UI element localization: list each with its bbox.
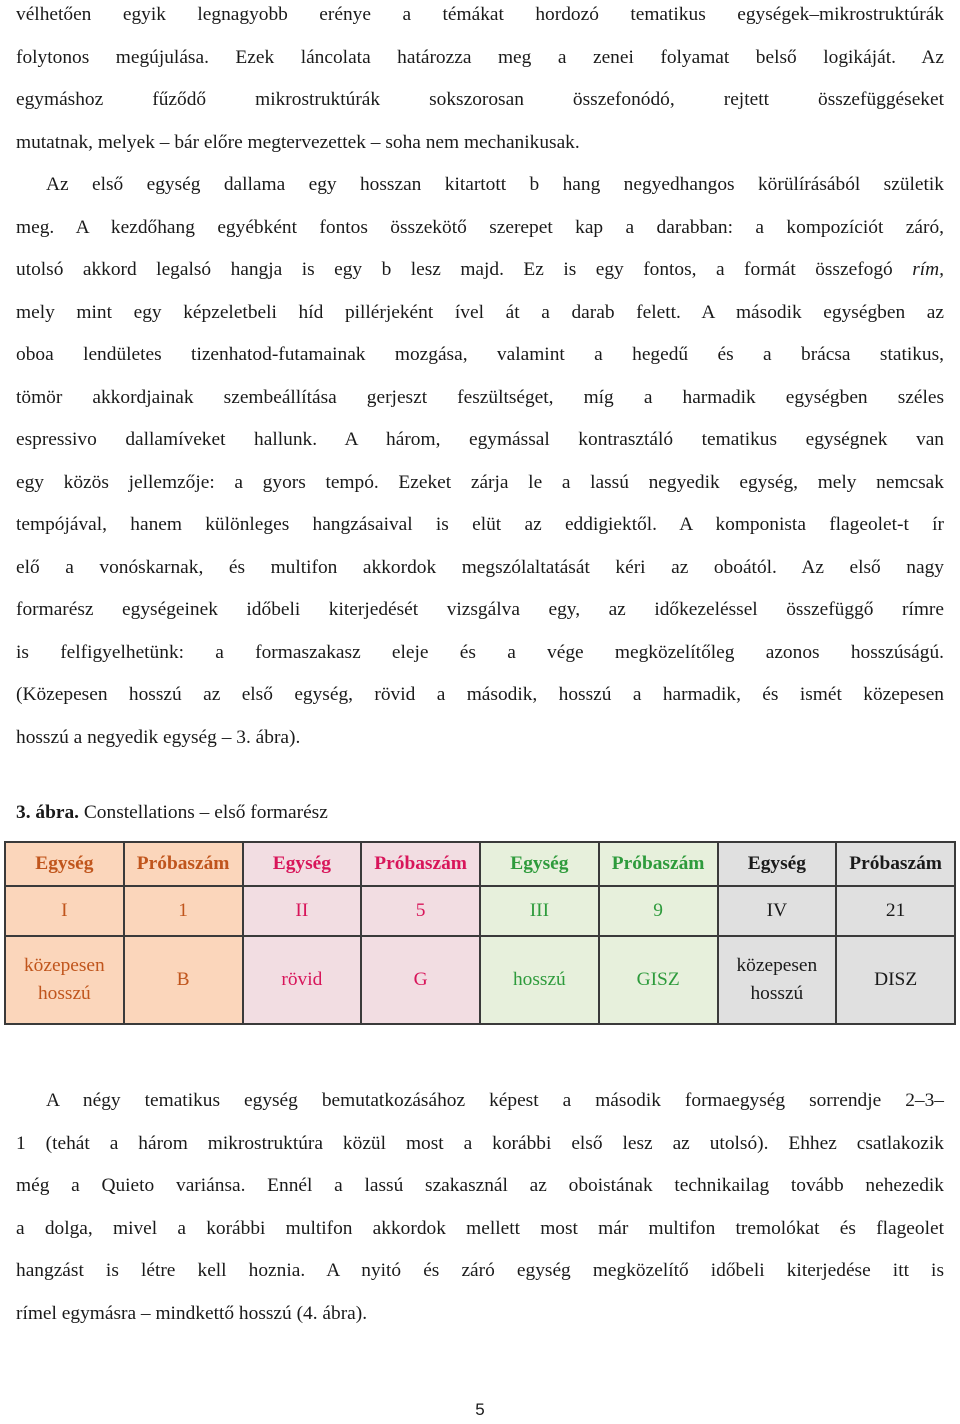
text-line: meg. A kezdőhang egyébként fontos összekötő szerepet kap a darabban: a kompozíciót záró, (16, 216, 944, 238)
table-cell: B (124, 936, 243, 1024)
text-line: A négy tematikus egység bemutatkozásához képest a második formaegység sorrendje 2–3– (46, 1090, 944, 1111)
table-header-cell: Próbaszám (836, 842, 955, 886)
text-line: tempójával, hanem különleges hangzásaival is elüt az eddigiektől. A komponista flageolet-t ír (16, 514, 944, 535)
rim-word: rím, (912, 259, 944, 280)
text-line: elő a vonóskarnak, és multifon akkordok megszólaltatását kéri az oboától. Az első nagy (16, 556, 944, 578)
table-cell: GISZ (599, 936, 718, 1024)
table-row (5, 936, 955, 1024)
table-header-cell: Egység (5, 842, 124, 886)
table-cell: 9 (599, 886, 718, 936)
form-units-table (4, 841, 956, 1025)
table-header-cell: Egység (243, 842, 362, 886)
table-row (5, 886, 955, 936)
text-line: egymáshoz fűződő mikrostruktúrák sokszorosan összefonódó, rejtett összefüggéseket (16, 89, 944, 110)
text-line: is felfigyelhetünk: a formaszakasz eleje és a vége megközelítőleg azonos hosszúságú. (16, 641, 944, 663)
table-cell: IV (718, 886, 837, 936)
table-header-cell: Egység (718, 842, 837, 886)
figure-label: 3. ábra. (16, 802, 80, 823)
text-line: Az első egység dallama egy hosszan kitartott b hang negyedhangos körülírásából születik (46, 174, 944, 195)
table-cell: III (480, 886, 599, 936)
table-cell: 21 (836, 886, 955, 936)
figure-title: Constellations – első formarész (79, 802, 328, 823)
text-line: (Közepesen hosszú az első egység, rövid a második, hosszú a harmadik, és ismét közepesen (16, 684, 944, 705)
text-line: hangzást is létre kell hoznia. A nyitó és záró egység megközelítő időbeli kiterjedése itt is (16, 1260, 944, 1281)
table-header-row (5, 842, 955, 886)
text-line: 1 (tehát a három mikrostruktúra közül most a korábbi első lesz az utolsó). Ehhez csatlakozik (16, 1132, 944, 1154)
figure-caption (16, 802, 328, 824)
text-line: formarész egységeinek időbeli kiterjedését vizsgálva egy, az időkezeléssel összefüggő rímre (16, 599, 944, 620)
text-line: rímel egymásra – mindkettő hosszú (4. ábra). (16, 1302, 368, 1324)
table-cell: 1 (124, 886, 243, 936)
text-line: a dolga, mivel a korábbi multifon akkordok mellett most már multifon tremolókat és flageolet (16, 1217, 944, 1239)
table-cell: II (243, 886, 362, 936)
text-line: espressivo dallamíveket hallunk. A három, egymással kontrasztáló tematikus egységnek van (16, 429, 944, 450)
text-line: tömör akkordjainak szembeállítása gerjeszt feszültséget, míg a harmadik egységben széles (16, 386, 944, 408)
table-cell: közepesen hosszú (718, 936, 837, 1024)
table-cell: G (361, 936, 480, 1024)
table-cell: 5 (361, 886, 480, 936)
table-cell: I (5, 886, 124, 936)
text-line: folytonos megújulása. Ezek láncolata határozza meg a zenei folyamat belső logikáját. Az (16, 46, 944, 68)
page-number: 5 (475, 1400, 485, 1419)
table-header-cell: Próbaszám (124, 842, 243, 886)
text-line: még a Quieto variánsa. Ennél a lassú szakasznál az oboistának technikailag tovább nehezedik (16, 1175, 944, 1196)
text-line: vélhetően egyik legnagyobb erénye a témákat hordozó tematikus egységek–mikrostruktúrák (16, 4, 944, 25)
text-line (16, 249, 944, 292)
table-cell: hosszú (480, 936, 599, 1024)
table-cell: DISZ (836, 936, 955, 1024)
text-line: mutatnak, melyek – bár előre megtervezettek – soha nem mechanikusak. (16, 131, 580, 153)
body-text-1 (16, 0, 944, 759)
text-line: oboa lendületes tizenhatod-futamainak mozgása, valamint a hegedű és a brácsa statikus, (16, 344, 944, 365)
table-cell: közepesen hosszú (5, 936, 124, 1024)
text-line: egy közös jellemzője: a gyors tempó. Ezeket zárja le a lassú negyedik egység, mely nemcsak (16, 471, 944, 493)
body-text-2 (16, 1080, 944, 1335)
text-line: mely mint egy képzeletbeli híd pillérjeként ível át a darab felett. A második egységben az (16, 301, 944, 323)
text-line: hosszú a negyedik egység – 3. ábra). (16, 726, 301, 748)
table-header-cell: Próbaszám (599, 842, 718, 886)
text-segment: utolsó akkord legalsó hangja is egy b lesz majd. Ez is egy fontos, a formát összefogó (16, 259, 913, 280)
table-cell: rövid (243, 936, 362, 1024)
table-header-cell: Próbaszám (361, 842, 480, 886)
table-header-cell: Egység (480, 842, 599, 886)
